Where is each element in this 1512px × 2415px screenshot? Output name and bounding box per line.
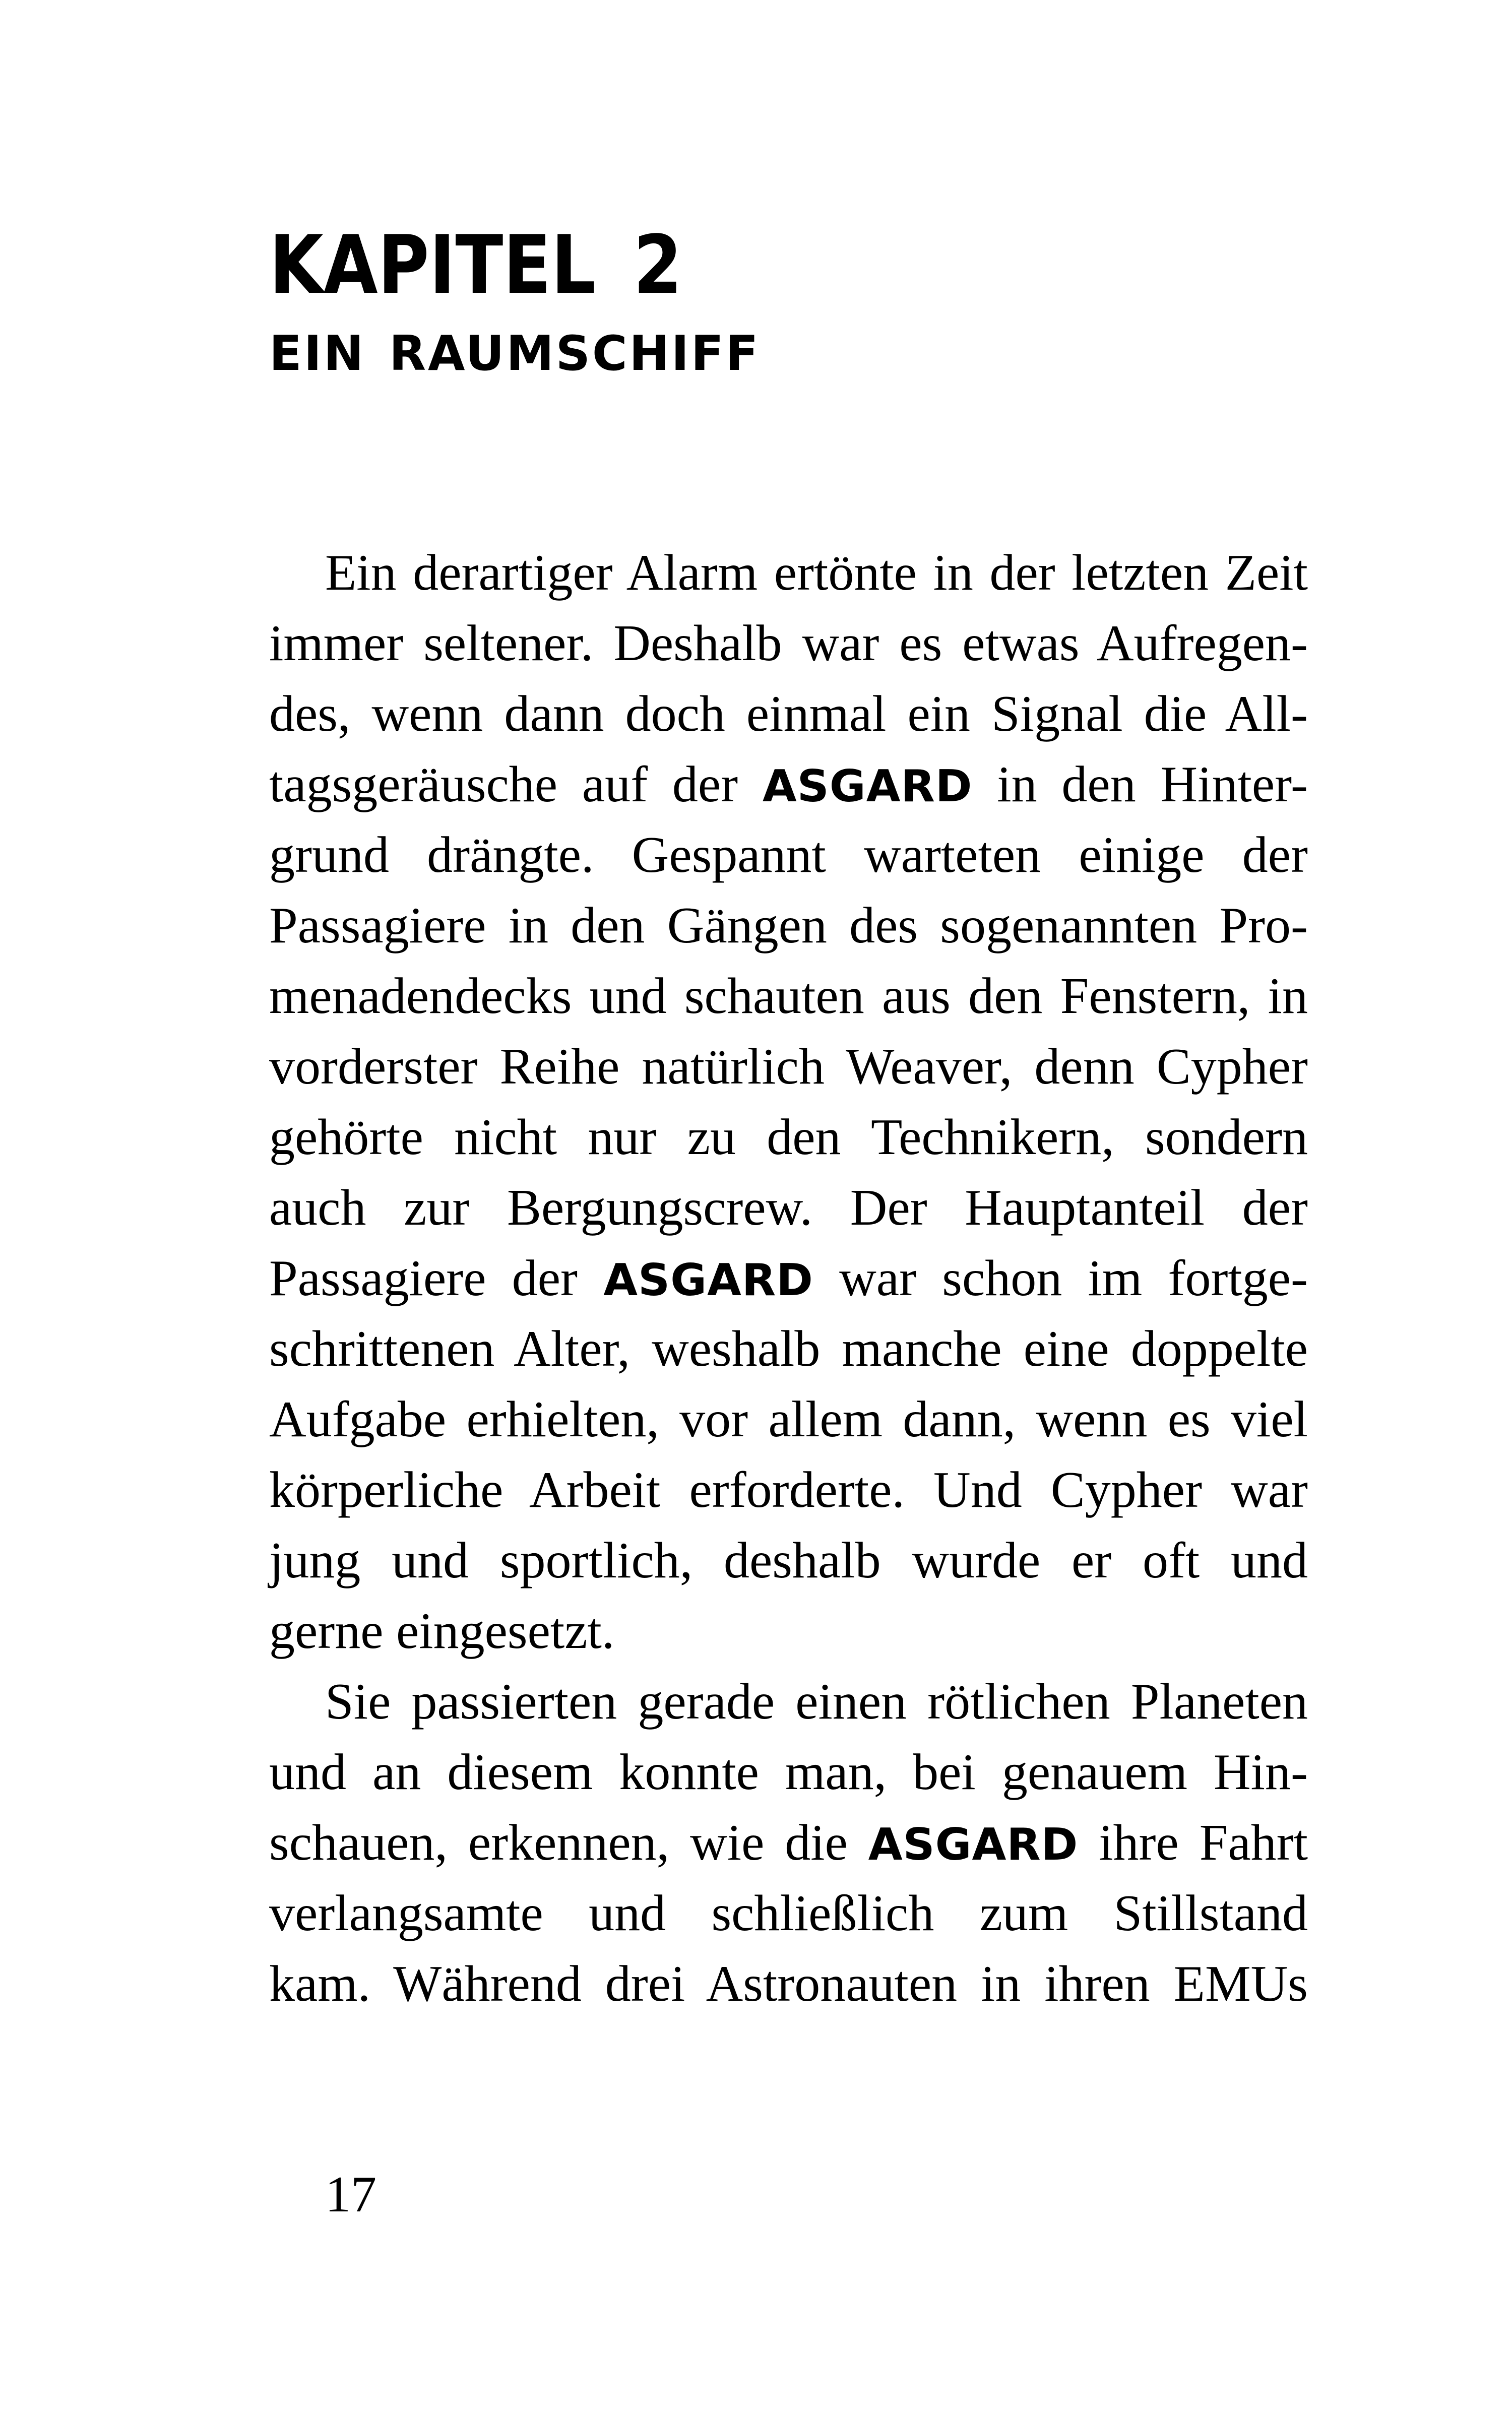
text-line bbox=[269, 1243, 1308, 1314]
text-line: Ein derartiger Alarm ertönte in der letzten Zeit bbox=[325, 544, 1308, 601]
text-line: jung und sportlich, deshalb wurde er oft und bbox=[269, 1532, 1308, 1589]
paragraph bbox=[269, 1667, 1308, 2019]
text-line: gehörte nicht nur zu den Technikern, sondern bbox=[269, 1109, 1308, 1166]
line-text: ihre Fahrt bbox=[1078, 1814, 1308, 1871]
text-line: gerne eingesetzt. bbox=[269, 1603, 615, 1660]
line-text: schauen, erkennen, wie die bbox=[269, 1814, 868, 1871]
text-line: Aufgabe erhielten, vor allem dann, wenn es viel bbox=[269, 1391, 1308, 1448]
text-line bbox=[269, 749, 1308, 820]
chapter-label: KAPITEL 2 bbox=[269, 218, 682, 312]
paragraph bbox=[269, 538, 1308, 1667]
page-number: 17 bbox=[325, 2166, 376, 2223]
text-line: immer seltener. Deshalb war es etwas Aufregen- bbox=[269, 615, 1308, 672]
text-line bbox=[269, 1808, 1308, 1878]
line-text: war schon im fortge- bbox=[813, 1250, 1308, 1307]
body-text bbox=[269, 538, 1308, 2019]
chapter-title: EIN RAUMSCHIFF bbox=[269, 326, 761, 382]
ship-name: ASGARD bbox=[603, 1254, 813, 1306]
ship-name: ASGARD bbox=[868, 1819, 1079, 1870]
text-line: verlangsamte und schließlich zum Stillstand bbox=[269, 1885, 1308, 1942]
text-line: und an diesem konnte man, bei genauem Hin- bbox=[269, 1744, 1308, 1801]
text-line: schrittenen Alter, weshalb manche eine doppelte bbox=[269, 1320, 1308, 1377]
text-line: Passagiere in den Gängen des sogenannten Pro- bbox=[269, 897, 1308, 954]
text-line: auch zur Bergungscrew. Der Hauptanteil der bbox=[269, 1179, 1308, 1236]
ship-name: ASGARD bbox=[762, 760, 973, 812]
text-line: Sie passierten gerade einen rötlichen Planeten bbox=[325, 1673, 1308, 1730]
text-line: kam. Während drei Astronauten in ihren EMUs bbox=[269, 1955, 1308, 2012]
line-text: Passagiere der bbox=[269, 1250, 604, 1307]
text-line: des, wenn dann doch einmal ein Signal die All- bbox=[269, 685, 1308, 742]
text-line: grund drängte. Gespannt warteten einige der bbox=[269, 827, 1308, 883]
line-text: in den Hinter- bbox=[972, 756, 1308, 813]
text-line: vorderster Reihe natürlich Weaver, denn Cypher bbox=[269, 1038, 1308, 1095]
line-text: tagsgeräusche auf der bbox=[269, 756, 763, 813]
text-line: menadendecks und schauten aus den Fenstern, in bbox=[269, 968, 1308, 1025]
text-line: körperliche Arbeit erforderte. Und Cypher war bbox=[269, 1461, 1308, 1518]
